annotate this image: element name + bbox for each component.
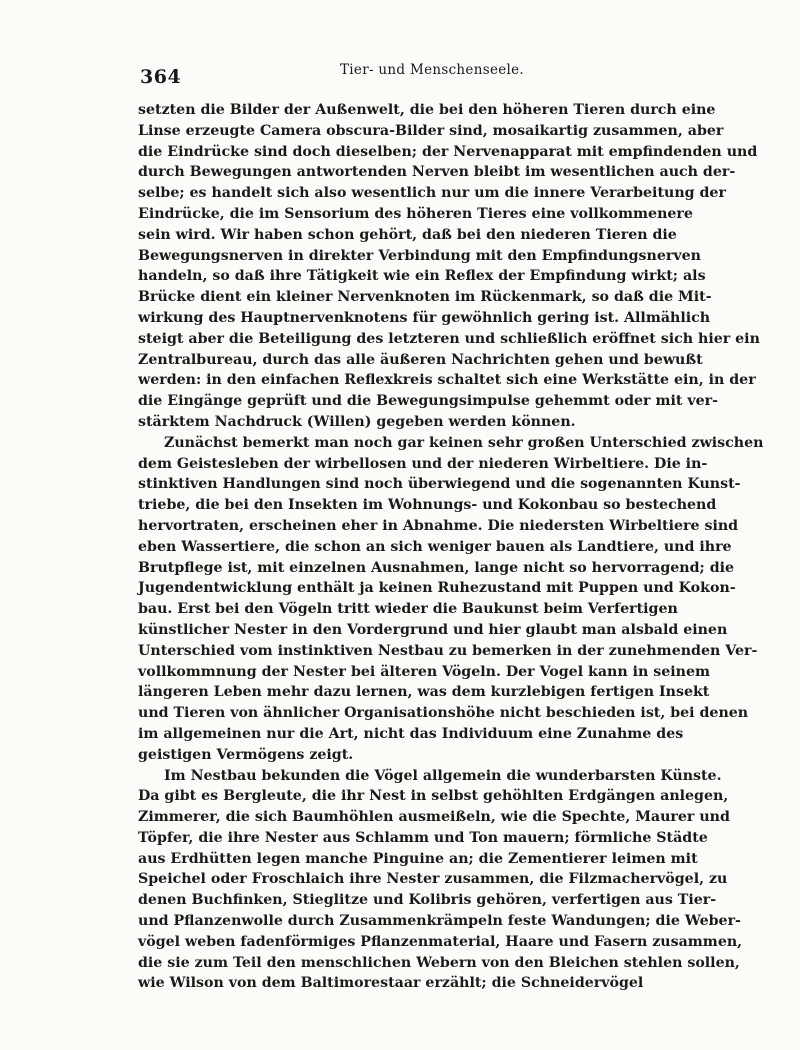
text-line: setzten die Bilder der Außenwelt, die bei den höheren Tieren durch eine [138,102,716,118]
text-line: steigt aber die Beteiligung des letzteren und schließlich eröffnet sich hier ein [138,330,760,347]
text-line: hervortraten, erscheinen eher in Abnahme. Die niedersten Wirbeltiere sind [138,517,739,534]
text-line: sein wird. Wir haben schon gehört, daß bei den niederen Tieren die [138,226,677,243]
running-title: Tier- und Menschenseele. [340,62,525,78]
text-line: künstlicher Nester in den Vordergrund und hier glaubt man alsbald einen [138,621,728,638]
text-line: längeren Leben mehr dazu lernen, was dem kurzlebigen fertigen Insekt [138,684,710,701]
text-line: die sie zum Teil den menschlichen Webern von den Bleichen stehlen sollen, [138,954,740,971]
text-line: im allgemeinen nur die Art, nicht das Individuum eine Zunahme des [138,725,684,742]
paragraph [138,433,764,766]
text-line: Töpfer, die ihre Nester aus Schlamm und Ton mauern; förmliche Städte [138,829,708,846]
text-line: Da gibt es Bergleute, die ihr Nest in selbst gehöhlten Erdgängen anlegen, [138,788,729,805]
text-line: selbe; es handelt sich also wesentlich nur um die innere Verarbeitung der [138,185,726,202]
text-line: Jugendentwicklung enthält ja keinen Ruhezustand mit Puppen und Kokon- [138,580,736,597]
text-line: wie Wilson von dem Baltimorestaar erzählt; die Schneidervögel [138,975,644,992]
text-line: Zentralbureau, durch das alle äußeren Nachrichten gehen und bewußt [138,351,703,368]
text-line: Speichel oder Froschlaich ihre Nester zusammen, die Filzmachervögel, zu [138,871,728,888]
text-line: die Eindrücke sind doch dieselben; der Nervenapparat mit empfindenden und [138,143,758,160]
page-header [140,56,670,86]
text-line: Eindrücke, die im Sensorium des höheren Tieres eine vollkommenere [138,205,693,222]
paragraph [138,766,743,995]
text-line: aus Erdhütten legen manche Pinguine an; die Zementierer leimen mit [138,850,698,867]
text-line: durch Bewegungen antwortenden Nerven bleibt im wesentlichen auch der- [138,164,736,181]
text-line: vögel weben fadenförmiges Pflanzenmaterial, Haare und Fasern zusammen, [138,933,743,950]
text-line: bau. Erst bei den Vögeln tritt wieder die Baukunst beim Verfertigen [138,601,678,618]
text-line: vollkommnung der Nester bei älteren Vögeln. Der Vogel kann in seinem [138,663,711,680]
text-line: Brücke dient ein kleiner Nervenknoten im Rückenmark, so daß die Mit- [138,289,712,306]
text-line: und Tieren von ähnlicher Organisationshöhe nicht beschieden ist, bei denen [138,705,749,722]
paragraph [138,100,760,433]
text-line: triebe, die bei den Insekten im Wohnungs- und Kokonbau so bestechend [138,497,717,514]
body-text [138,100,764,994]
text-line: stinktiven Handlungen sind noch überwiegend und die sogenannten Kunst- [138,476,741,493]
text-line: eben Wassertiere, die schon an sich weniger bauen als Landtiere, und ihre [138,538,732,555]
text-line: geistigen Vermögens zeigt. [138,746,354,763]
text-line: und Pflanzenwolle durch Zusammenkrämpeln feste Wandungen; die Weber- [138,913,741,930]
text-line: werden: in den einfachen Reflexkreis schaltet sich eine Werkstätte ein, in der [138,372,756,389]
text-line: die Eingänge geprüft und die Bewegungsimpulse gehemmt oder mit ver- [138,393,718,410]
text-line: dem Geistesleben der wirbellosen und der niederen Wirbeltiere. Die in- [138,455,708,472]
text-line: denen Buchfinken, Stieglitze und Kolibris gehören, verfertigen aus Tier- [138,892,717,909]
text-line: handeln, so daß ihre Tätigkeit wie ein Reflex der Empfindung wirkt; als [138,268,706,285]
text-line: Zimmerer, die sich Baumhöhlen ausmeißeln, wie die Spechte, Maurer und [138,809,730,826]
text-line: Im Nestbau bekunden die Vögel allgemein die wunderbarsten Künste. [164,767,722,784]
text-line: Unterschied vom instinktiven Nestbau zu bemerken in der zunehmenden Ver- [138,642,758,659]
text-line: Zunächst bemerkt man noch gar keinen sehr großen Unterschied zwischen [164,434,764,451]
text-line: stärktem Nachdruck (Willen) gegeben werden können. [138,413,576,430]
text-line: Linse erzeugte Camera obscura-Bilder sind, mosaikartig zusammen, aber [138,122,724,139]
text-line: Bewegungsnerven in direkter Verbindung mit den Empfindungsnerven [138,247,701,264]
page-number: 364 [140,66,182,88]
text-line: wirkung des Hauptnervenknotens für gewöhnlich gering ist. Allmählich [138,309,711,326]
text-line: Brutpflege ist, mit einzelnen Ausnahmen, lange nicht so hervorragend; die [138,559,735,576]
